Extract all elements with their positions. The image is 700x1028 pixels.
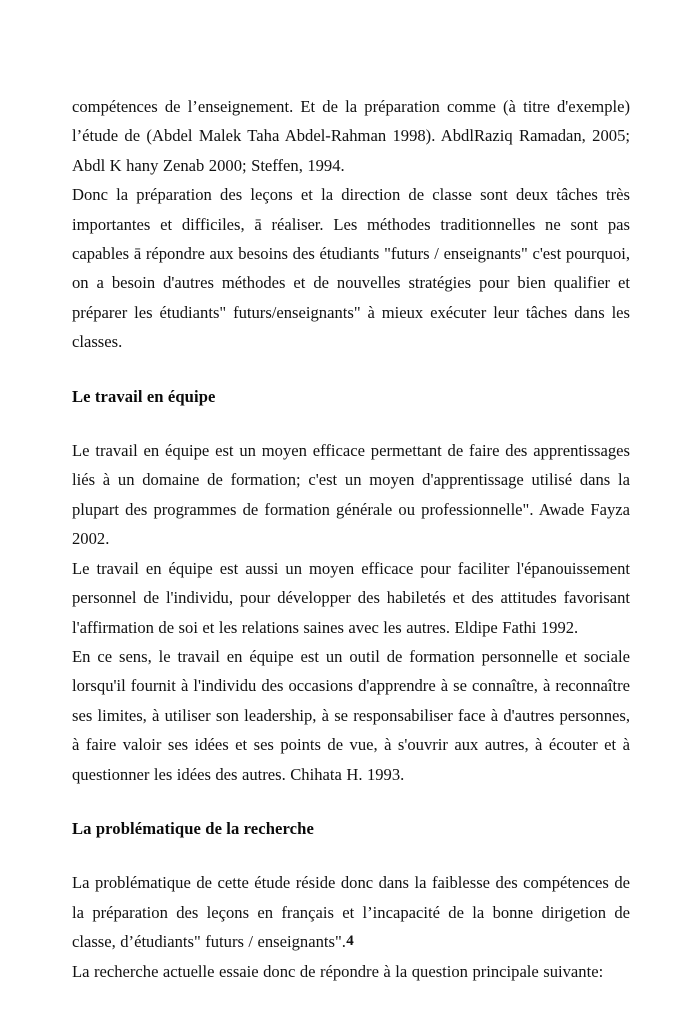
paragraph-compendium-intro: compétences de l’enseignement. Et de la préparation comme (à titre d'exemple) l’étude de (Abdel Malek Taha Abdel-Rahman 1998). AbdlRaziq Ramadan, 2005; Abdl K hany Zenab 2000; Steffen, 1994. — [72, 97, 630, 175]
section-heading-travail-en-equipe: Le travail en équipe — [72, 386, 216, 406]
heading-spacer-above-1 — [72, 357, 630, 382]
paragraph-travail-equipe-apprentissages: Le travail en équipe est un moyen efficace permettant de faire des apprentissages liés à un domaine de formation; c'est un moyen d'apprentissage utilisé dans la plupart des programmes de formation générale ou professionnelle". Awade Fayza 2002. — [72, 441, 630, 549]
paragraph-problematique-etude: La problématique de cette étude réside donc dans la faiblesse des compétences de la préparation des leçons en français et l’incapacité de la bonne dirigetion de classe, d’étudiants" futurs / enseignants". — [72, 873, 630, 952]
page-number: 4 — [346, 933, 354, 949]
heading-spacer-below-1 — [72, 411, 630, 436]
heading-spacer-above-2 — [72, 789, 630, 814]
paragraph-question-principale: La recherche actuelle essaie donc de répondre à la question principale suivante: — [72, 961, 604, 981]
paragraph-travail-equipe-epanouissement: Le travail en équipe est aussi un moyen efficace pour faciliter l'épanouissement personnel de l'individu, pour développer des habiletés et des attitudes favorisant l'affirmation de soi et les relations saines avec les autres. Eldipe Fathi 1992. — [72, 558, 630, 637]
paragraph-outil-formation-personnelle: En ce sens, le travail en équipe est un outil de formation personnelle et sociale lorsqu'il fournit à l'individu des occasions d'apprendre à se connaître, à reconnaître ses limites, à utiliser son leadership, à se responsabiliser face à d'autres personnes, à faire valoir ses idées et ses points de vue, à s'ouvrir aux autres, à écouter et à questionner les idées des autres. Chihata H. 1993. — [72, 646, 630, 784]
paragraph-preparation-lecons: Donc la préparation des leçons et la direction de classe sont deux tâches très importantes et difficiles, ā réaliser. Les méthodes traditionnelles ne sont pas capables ā répondre aux besoins des étudiants "futurs / enseignants" c'est pourquoi, on a besoin d'autres méthodes et de nouvelles stratégies pour bien qualifier et préparer les étudiants" futurs/enseignants" à mieux exécuter leur tâches dans les classes. — [72, 185, 630, 352]
page-text-column — [72, 92, 630, 986]
heading-spacer-below-2 — [72, 843, 630, 868]
section-heading-problematique-recherche: La problématique de la recherche — [72, 818, 314, 838]
